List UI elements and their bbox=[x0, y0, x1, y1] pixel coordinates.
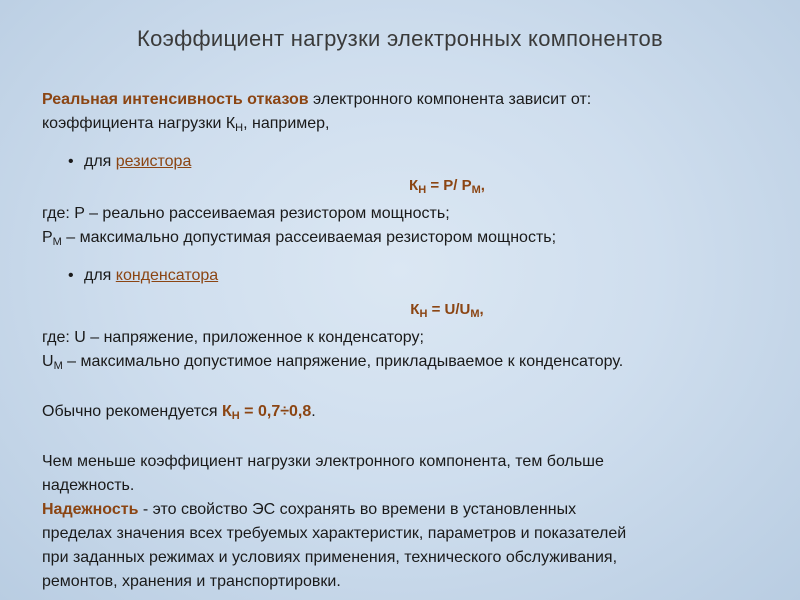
slide-title: Коэффициент нагрузки электронных компонентов bbox=[136, 26, 664, 51]
bullet-capacitor bbox=[42, 264, 782, 288]
bullet-resistor bbox=[42, 150, 782, 174]
recommendation bbox=[42, 400, 782, 428]
conclusion-1: Чем меньше коэффициент нагрузки электронного компонента, тем больше bbox=[42, 453, 604, 470]
bullet-icon: • bbox=[68, 267, 74, 284]
reliability-4: ремонтов, хранения и транспортировки. bbox=[42, 573, 341, 590]
cap-desc-2 bbox=[42, 350, 782, 378]
intro-text-3: , например, bbox=[243, 115, 330, 132]
formula-rest: = U/U bbox=[427, 301, 471, 318]
subscript: Н bbox=[418, 184, 427, 196]
subscript: Н bbox=[231, 410, 240, 422]
slide-body bbox=[42, 88, 782, 594]
formula-k: К bbox=[409, 177, 419, 194]
bullet-prefix: для bbox=[84, 153, 116, 170]
formula-k: К bbox=[410, 301, 420, 318]
symbol: P bbox=[42, 229, 53, 246]
desc-text: – максимально допустимая рассеиваемая резистором мощность; bbox=[61, 229, 557, 246]
resistor-desc-1: где: P – реально рассеиваемая резистором мощность; bbox=[42, 205, 450, 222]
subscript: М bbox=[470, 308, 480, 320]
conclusion-2: надежность. bbox=[42, 477, 135, 494]
subscript: М bbox=[471, 184, 481, 196]
bullet-icon: • bbox=[68, 153, 74, 170]
recommend-value: = 0,7÷0,8 bbox=[239, 403, 312, 420]
formula-end: , bbox=[480, 177, 485, 194]
formula-capacitor bbox=[42, 298, 782, 326]
formula-resistor bbox=[42, 174, 782, 202]
formula-end: , bbox=[479, 301, 484, 318]
cap-desc-1: где: U – напряжение, приложенное к конденсатору; bbox=[42, 329, 424, 346]
reliability-2: пределах значения всех требуемых характеристик, параметров и показателей bbox=[42, 525, 627, 542]
subscript: М bbox=[52, 236, 62, 248]
subscript: Н bbox=[419, 308, 428, 320]
reliability-1 bbox=[42, 498, 782, 522]
intro-bold-term: Реальная интенсивность отказов bbox=[42, 91, 309, 108]
bullet-prefix: для bbox=[84, 267, 116, 284]
resistor-link[interactable]: резистора bbox=[115, 153, 192, 170]
intro-text: электронного компонента зависит от: bbox=[308, 91, 592, 108]
resistor-desc-2 bbox=[42, 226, 782, 254]
intro-line-1 bbox=[42, 88, 782, 112]
intro-line-2 bbox=[42, 112, 782, 140]
capacitor-link[interactable]: конденсатора bbox=[115, 267, 219, 284]
desc-text: – максимально допустимое напряжение, прикладываемое к конденсатору. bbox=[62, 353, 624, 370]
recommend-k: К bbox=[222, 403, 232, 420]
formula-rest: = P/ P bbox=[426, 177, 472, 194]
symbol: U bbox=[42, 353, 54, 370]
recommend-end: . bbox=[311, 403, 316, 420]
intro-text-2: коэффициента нагрузки К bbox=[42, 115, 236, 132]
reliability-3: при заданных режимах и условиях применения, технического обслуживания, bbox=[42, 549, 618, 566]
subscript: Н bbox=[235, 122, 244, 134]
subscript: М bbox=[53, 360, 63, 372]
recommend-text: Обычно рекомендуется bbox=[42, 403, 223, 420]
reliability-term: Надежность bbox=[42, 501, 139, 518]
reliability-text: - это свойство ЭС сохранять во времени в установленных bbox=[138, 501, 577, 518]
